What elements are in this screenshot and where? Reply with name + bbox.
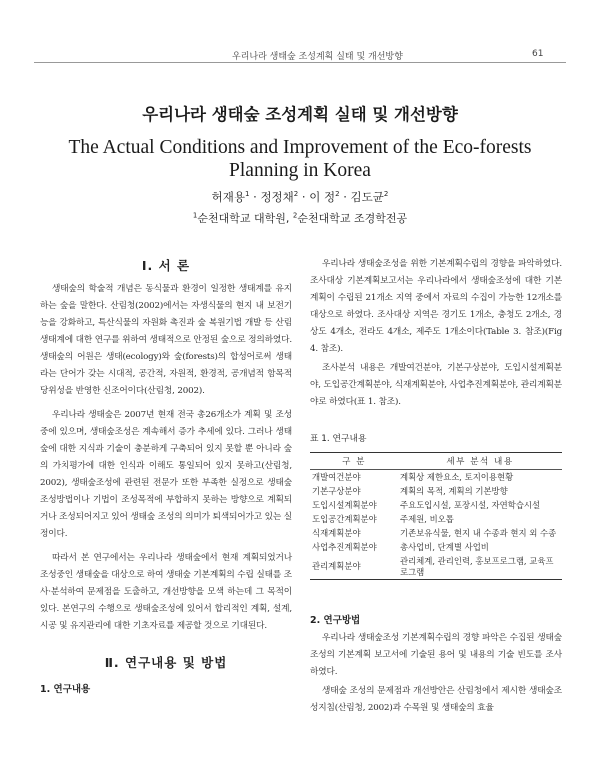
research-content-table	[310, 452, 562, 580]
subsection-heading: 1. 연구내용	[40, 684, 91, 695]
affiliation-list: $^1$순천대학교 대학원, $^2$순천대학교 조경학전공	[192, 211, 408, 225]
affiliation-number: 2	[292, 211, 298, 220]
table-cell-category: 관리계획분야	[312, 561, 361, 571]
author-name: 허재용	[211, 190, 245, 204]
body-paragraph: 우리나라 생태숲조성 기본계획수립의 경향 파악은 수집된 생태숲조성의 기본계획 보고서에 기술된 용어 및 내용의 기술 빈도를 조사하였다.	[310, 633, 562, 677]
paper-title-english: The Actual Conditions and Improvement of the Eco-forests Planning in Korea	[68, 137, 532, 181]
right-column	[310, 256, 562, 717]
table-cell-detail: 기존보유식물, 현지 내 수종과 현지 외 수종	[400, 527, 557, 538]
table-header-row	[310, 453, 562, 470]
table-cell-category: 식재계획분야	[312, 527, 361, 538]
table-cell-detail: 주요도입시설, 포장시설, 자연학습시설	[400, 499, 541, 510]
author-name: 정정채	[260, 190, 294, 204]
table-caption: 표 1. 연구내용	[310, 434, 367, 444]
affiliation-text: 순천대학교 대학원	[197, 212, 286, 225]
table-cell-detail: 총사업비, 단계별 사업비	[400, 541, 489, 552]
running-title: 우리나라 생태숲 조성계획 실태 및 개선방향	[232, 52, 403, 62]
section-heading-introduction: Ⅰ. 서 론	[141, 258, 191, 273]
table-row	[310, 540, 562, 554]
body-paragraph: 우리나라 생태숲은 2007년 현재 전국 총26개소가 계획 및 조성 중에 있으며, 생태숲조성은 계속해서 증가 추세에 있다. 그러나 생태숲에 대한 지식과 기술이 충분하게 구축되어 있지 못할 뿐 아니라 숲의 가치평가에 대한 인식과 이해도 통일되어 있지 못하고(산림청, 2002), 생태숲조성에 관련된 전문가 또한 부족한 실정으로 생태숲 조성방법이나 기법이 조성목적에 부합하지 못하는 방향으로 계획되거나 조성되어지고 있어 생태숲 조성의 의미가 퇴색되어가고 있는 실정이다.	[40, 410, 292, 539]
author-affiliation-mark: 2	[293, 190, 299, 199]
table-cell-detail: 계획상 제한요소, 토지이용현황	[400, 471, 514, 482]
table-row	[310, 498, 562, 512]
table-row	[310, 554, 562, 580]
table-row	[310, 484, 562, 498]
body-paragraph: 조사분석 내용은 개발여건분야, 기본구상분야, 도입시설계획분야, 도입공간계획분야, 식재계획분야, 사업추진계획분야, 관리계획분야로 하였다(표 1. 참조).	[310, 363, 562, 407]
table-cell-detail: 계획의 목적, 계획의 기본방향	[400, 485, 508, 496]
author-affiliation-mark: 1	[245, 190, 250, 199]
author-list: 허재용$^1$ · 정정채$^2$ · 이 정$^2$ · 김도균$^2$	[211, 190, 389, 204]
table-cell-category: 도입시설계획분야	[312, 499, 377, 510]
table-row	[310, 512, 562, 526]
table-cell-category: 기본구상분야	[312, 485, 361, 496]
affiliation-number: 1	[192, 211, 198, 220]
table-cell-category: 사업추진계획분야	[312, 541, 377, 552]
body-paragraph: 우리나라 생태숲조성을 위한 기본계획수립의 경향을 파악하였다. 조사대상 기본계획보고서는 우리나라에서 생태숲조성에 대한 기본계획이 수립된 21개소 지역 중에서 자료의 수집이 가능한 12개소를 대상으로 하였다. 조사대상 지역은 경기도 1개소, 충청도 2개소, 경상도 4개소, 전라도 4개소, 제주도 1개소이다(Table 3. 참조)(Fig 4. 참조).	[310, 259, 562, 354]
left-column	[40, 256, 292, 695]
table-header-cell: 구 분	[310, 453, 398, 470]
table-row	[310, 470, 562, 485]
page-header	[0, 0, 600, 60]
table-cell-category: 개발여건분야	[312, 471, 361, 482]
header-rule	[34, 62, 566, 63]
table-cell-category: 도입공간계획분야	[312, 513, 377, 524]
body-paragraph: 따라서 본 연구에서는 우리나라 생태숲에서 현재 계획되었거나 조성중인 생태숲을 대상으로 하여 생태숲 기본계획의 수립 실태를 조사·분석하여 문제점을 도출하고, 개선방향을 모색 하는데 그 목적이 있다. 본연구의 수행으로 생태숲조성에 있어서 합리적인 계획, 설계, 시공 및 유지관리에 대한 기초자료를 제공할 것으로 기대된다.	[40, 553, 292, 631]
table-header-cell: 세부 분석 내용	[398, 453, 562, 470]
table-cell-detail: 관리체계, 관리인력, 홍보프로그램, 교육프로그램	[400, 555, 554, 577]
paper-title-korean: 우리나라 생태숲 조성계획 실태 및 개선방향	[142, 105, 458, 124]
page-number: 61	[532, 49, 544, 59]
author-name: 이 정	[309, 190, 336, 204]
body-paragraph: 생태숲의 학술적 개념은 동식물과 환경이 일정한 생태계를 유지하는 숲을 말한다. 산림청(2002)에서는 자생식물의 현지 내 보전기능을 강화하고, 특산식물의 자원화 촉진과 숲 복원기법 개발 등 산림생태계에 대한 연구를 위하여 생태적으로 안정된 숲으로 정의하였다. 생태숲의 어원은 생태(ecology)와 숲(forests)의 합성어로써 생태라는 단어가 갖는 시대적, 공간적, 자원적, 환경적, 공개념적 함목적 당위성을 반영한 신조어이다(산림청, 2002).	[40, 284, 292, 396]
author-affiliation-mark: 2	[335, 190, 340, 199]
section-heading-methods: Ⅱ. 연구내용 및 방법	[104, 655, 228, 670]
author-affiliation-mark: 2	[383, 190, 389, 199]
body-paragraph: 생태숲 조성의 문제점과 개선방안은 산림청에서 제시한 생태숲조성지침(산림청, 2002)과 수목원 및 생태숲의 효율	[310, 686, 562, 713]
table-row	[310, 526, 562, 540]
author-name: 김도균	[350, 190, 384, 204]
table-cell-detail: 주제원, 비오톱	[400, 513, 454, 524]
subsection-heading: 2. 연구방법	[310, 615, 361, 626]
affiliation-text: 순천대학교 조경학전공	[297, 212, 408, 225]
